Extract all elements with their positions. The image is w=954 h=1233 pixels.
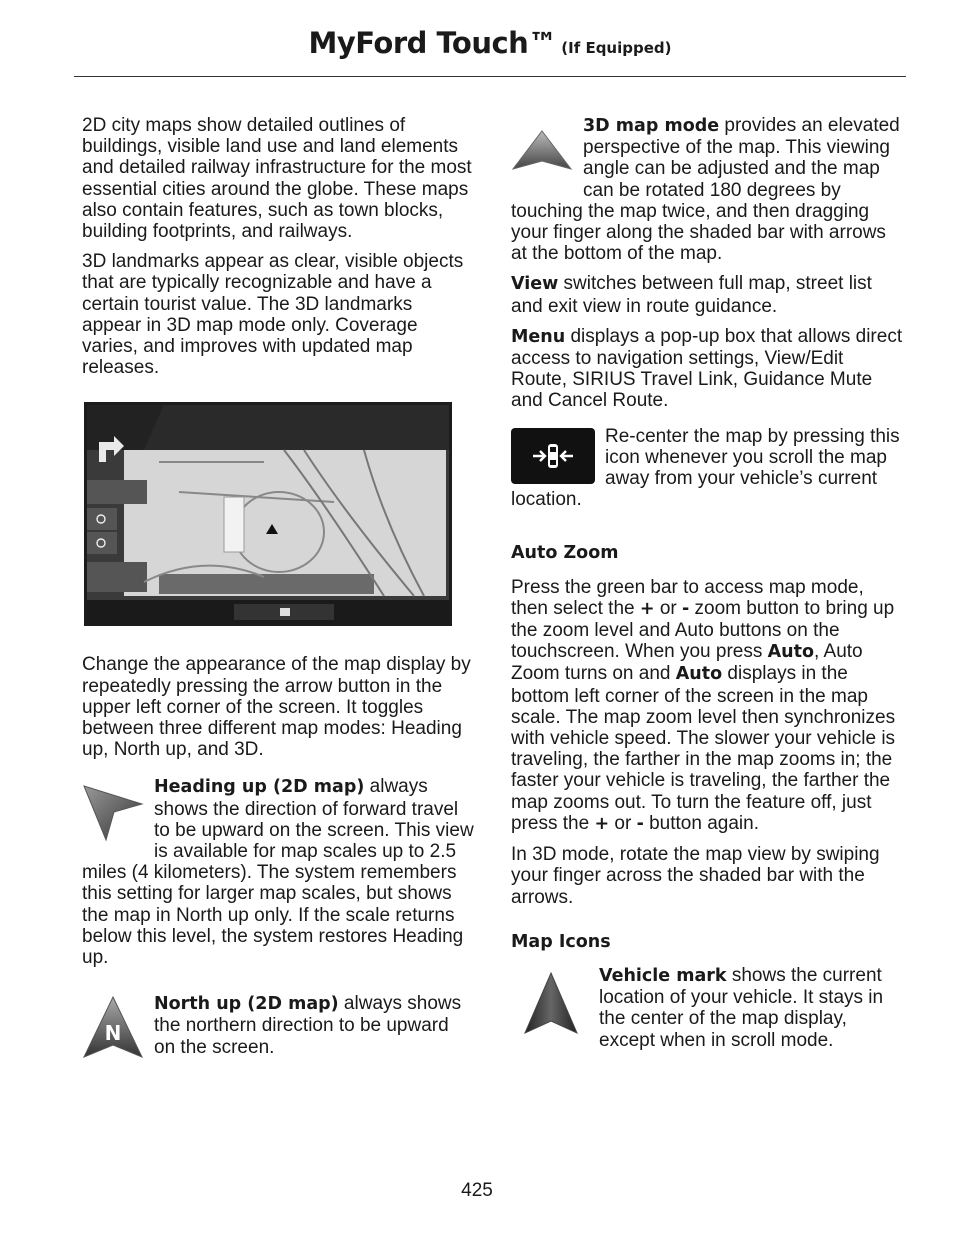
north-up-term: North up (2D map) xyxy=(154,994,339,1015)
heading-up-term: Heading up (2D map) xyxy=(154,777,365,798)
left-column xyxy=(82,115,474,1067)
3d-map-term: 3D map mode xyxy=(583,116,720,136)
vehicle-mark-text: shows the current location of your vehicle. It stays in the center of the map display, except when in scroll mode. xyxy=(599,964,884,1051)
auto-zoom-text-e: displays in the bottom left corner of the screen in the map scale. The map zoom level then synchronizes with vehicle speed. The slower your vehicle is traveling, the farther in the map zooms in; the faster your vehicle is traveling, the farther the map zooms out. To turn the feature off, just press the xyxy=(511,663,896,834)
map-screen-image xyxy=(84,402,452,626)
menu-text: displays a pop-up box that allows direct access to navigation settings, View/Edit Route, SIRIUS Travel Link, Guidance Mute and Cancel Route. xyxy=(511,325,903,412)
3d-map-arrow-icon xyxy=(511,127,573,183)
auto-term-2: Auto xyxy=(675,664,723,685)
plus-symbol: + xyxy=(639,598,655,619)
north-up-block xyxy=(82,993,474,1058)
heading-up-text: always shows the direction of forward travel to be upward on the screen. This view is available for map scales up to 2.5 miles (4 kilometers). The system remembers this setting for larger map scales, but shows the map in North up only. If the scale returns below this level, the system restores Heading up. xyxy=(82,776,474,969)
map-3d-block xyxy=(511,115,903,264)
right-column xyxy=(511,115,903,1060)
minus-symbol: - xyxy=(682,598,690,619)
recenter-text: Re-center the map by pressing this icon whenever you scroll the map away from your vehicle’s current location. xyxy=(511,425,900,511)
vehicle-mark-block xyxy=(511,965,903,1051)
vehicle-mark-term: Vehicle mark xyxy=(599,965,727,986)
north-up-arrow-icon xyxy=(82,995,144,1061)
auto-zoom-text-f: or xyxy=(609,812,637,834)
auto-zoom-3d-paragraph: In 3D mode, rotate the map view by swiping your finger across the shaded bar with the arrows. xyxy=(511,844,880,908)
auto-zoom-text-c: zoom button to bring up the zoom level and Auto buttons on the touchscreen. When you press xyxy=(511,597,895,663)
paragraph-map-modes: Change the appearance of the map display by repeatedly pressing the arrow button in the upper left corner of the screen. It toggles between three different map modes: Heading up, North up, and 3D. xyxy=(82,654,471,761)
page-number: 425 xyxy=(461,1180,493,1201)
plus-symbol-2: + xyxy=(594,813,610,834)
vehicle-mark-icon xyxy=(519,967,595,1039)
page-header xyxy=(74,26,906,77)
3d-map-text: provides an elevated perspective of the map. This viewing angle can be adjusted and the map can be rotated 180 degrees by touching the map twice, and then dragging your finger along the shaded bar with arrows at the bottom of the map. xyxy=(511,115,900,265)
north-up-text: always shows the northern direction to be upward on the screen. xyxy=(154,993,462,1058)
paragraph-3d-landmarks: 3D landmarks appear as clear, visible objects that are typically recognizable and have a certain tourist value. The 3D landmarks appear in 3D map mode only. Coverage varies, and improves with updated map releases. xyxy=(82,251,464,379)
auto-zoom-text-b: or xyxy=(654,597,682,619)
recenter-block xyxy=(511,426,903,511)
minus-symbol-2: - xyxy=(636,813,644,834)
auto-zoom-text-d: , Auto Zoom turns on and xyxy=(511,641,863,685)
page-title: MyFord Touch™ xyxy=(308,26,557,60)
auto-term: Auto xyxy=(767,642,815,663)
auto-zoom-text-g: button again. xyxy=(643,812,759,834)
heading-up-arrow-icon xyxy=(82,778,144,842)
north-up-icon-letter: N xyxy=(104,1021,122,1046)
map-icons-title: Map Icons xyxy=(511,931,611,952)
view-text: switches between full map, street list and exit view in route guidance. xyxy=(511,273,872,317)
heading-up-block xyxy=(82,776,474,968)
paragraph-2d-maps: 2D city maps show detailed outlines of buildings, visible land use and land elements and detailed railway infrastructure for the most essential cities around the globe. These maps also contain features, such as town blocks, building footprints, and railways. xyxy=(82,115,472,243)
auto-zoom-paragraph xyxy=(511,577,903,835)
page-subtitle: (If Equipped) xyxy=(561,39,672,57)
recenter-icon xyxy=(511,428,595,484)
auto-zoom-title: Auto Zoom xyxy=(511,543,619,564)
view-term: View xyxy=(511,274,559,295)
auto-zoom-text-a: Press the green bar to access map mode, then select the xyxy=(511,576,864,619)
menu-term: Menu xyxy=(511,326,566,347)
